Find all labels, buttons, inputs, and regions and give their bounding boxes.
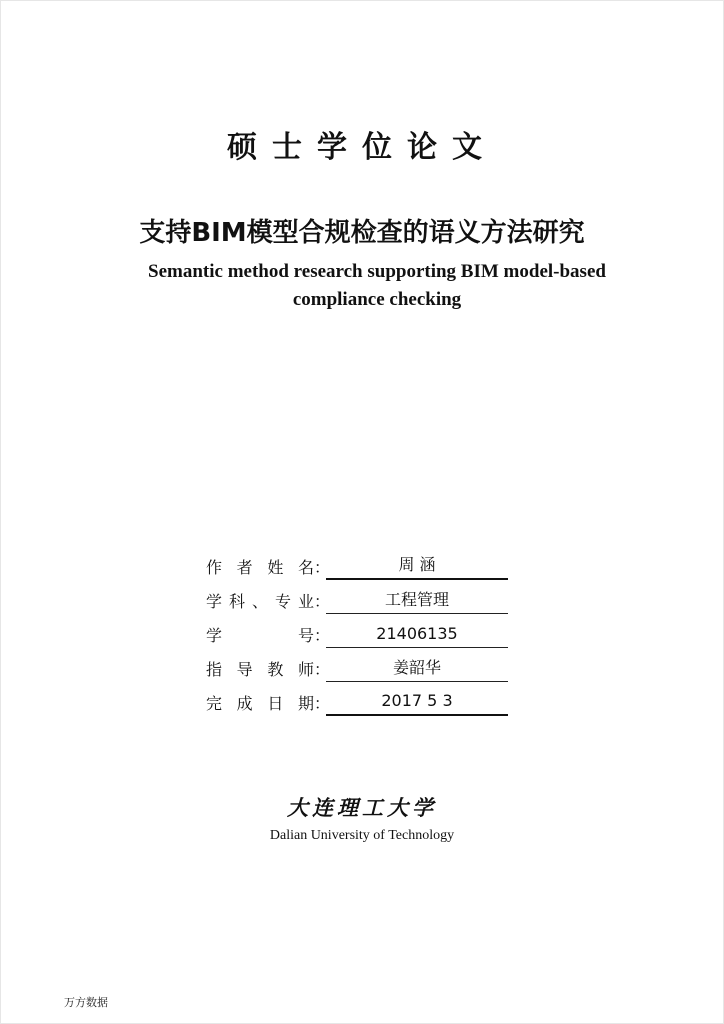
info-colon: ： bbox=[314, 558, 331, 577]
info-label-author-wrap bbox=[206, 558, 331, 582]
footer-watermark: 万方数据 bbox=[64, 996, 108, 1009]
info-value-major: 工程管理 bbox=[326, 590, 508, 614]
info-colon: ： bbox=[314, 694, 331, 713]
info-row-student-id bbox=[206, 616, 516, 650]
thesis-title-en bbox=[120, 258, 634, 314]
info-label-major-wrap bbox=[206, 592, 331, 616]
info-label-student-id-wrap bbox=[206, 626, 331, 650]
info-label-author: 作者姓名 bbox=[206, 558, 314, 577]
info-value-advisor: 姜韶华 bbox=[326, 658, 508, 682]
info-row-date bbox=[206, 684, 516, 718]
university-name-cn: 大连理工大学 bbox=[287, 795, 437, 820]
info-label-major: 学科、专业 bbox=[206, 592, 314, 611]
info-value-student-id: 21406135 bbox=[326, 624, 508, 648]
info-table bbox=[206, 548, 516, 718]
info-colon: ： bbox=[314, 592, 331, 611]
info-value-date: 2017 5 3 bbox=[326, 691, 508, 716]
info-value-author: 周 涵 bbox=[326, 555, 508, 580]
info-label-advisor: 指导教师 bbox=[206, 660, 314, 679]
info-label-advisor-wrap bbox=[206, 660, 331, 684]
info-label-date-wrap bbox=[206, 694, 331, 718]
thesis-title-en-line1: Semantic method research supporting BIM model-based bbox=[148, 261, 606, 282]
info-label-student-id: 学号 bbox=[206, 626, 314, 645]
degree-title: 硕士学位论文 bbox=[227, 130, 497, 165]
info-colon: ： bbox=[314, 626, 331, 645]
info-row-author bbox=[206, 548, 516, 582]
thesis-title-en-line2: compliance checking bbox=[292, 289, 462, 310]
university-name-en: Dalian University of Technology bbox=[269, 828, 455, 843]
info-row-major bbox=[206, 582, 516, 616]
info-row-advisor bbox=[206, 650, 516, 684]
info-label-date: 完成日期 bbox=[206, 694, 314, 713]
thesis-title-cn: 支持BIM模型合规检查的语义方法研究 bbox=[139, 218, 585, 248]
info-colon: ： bbox=[314, 660, 331, 679]
